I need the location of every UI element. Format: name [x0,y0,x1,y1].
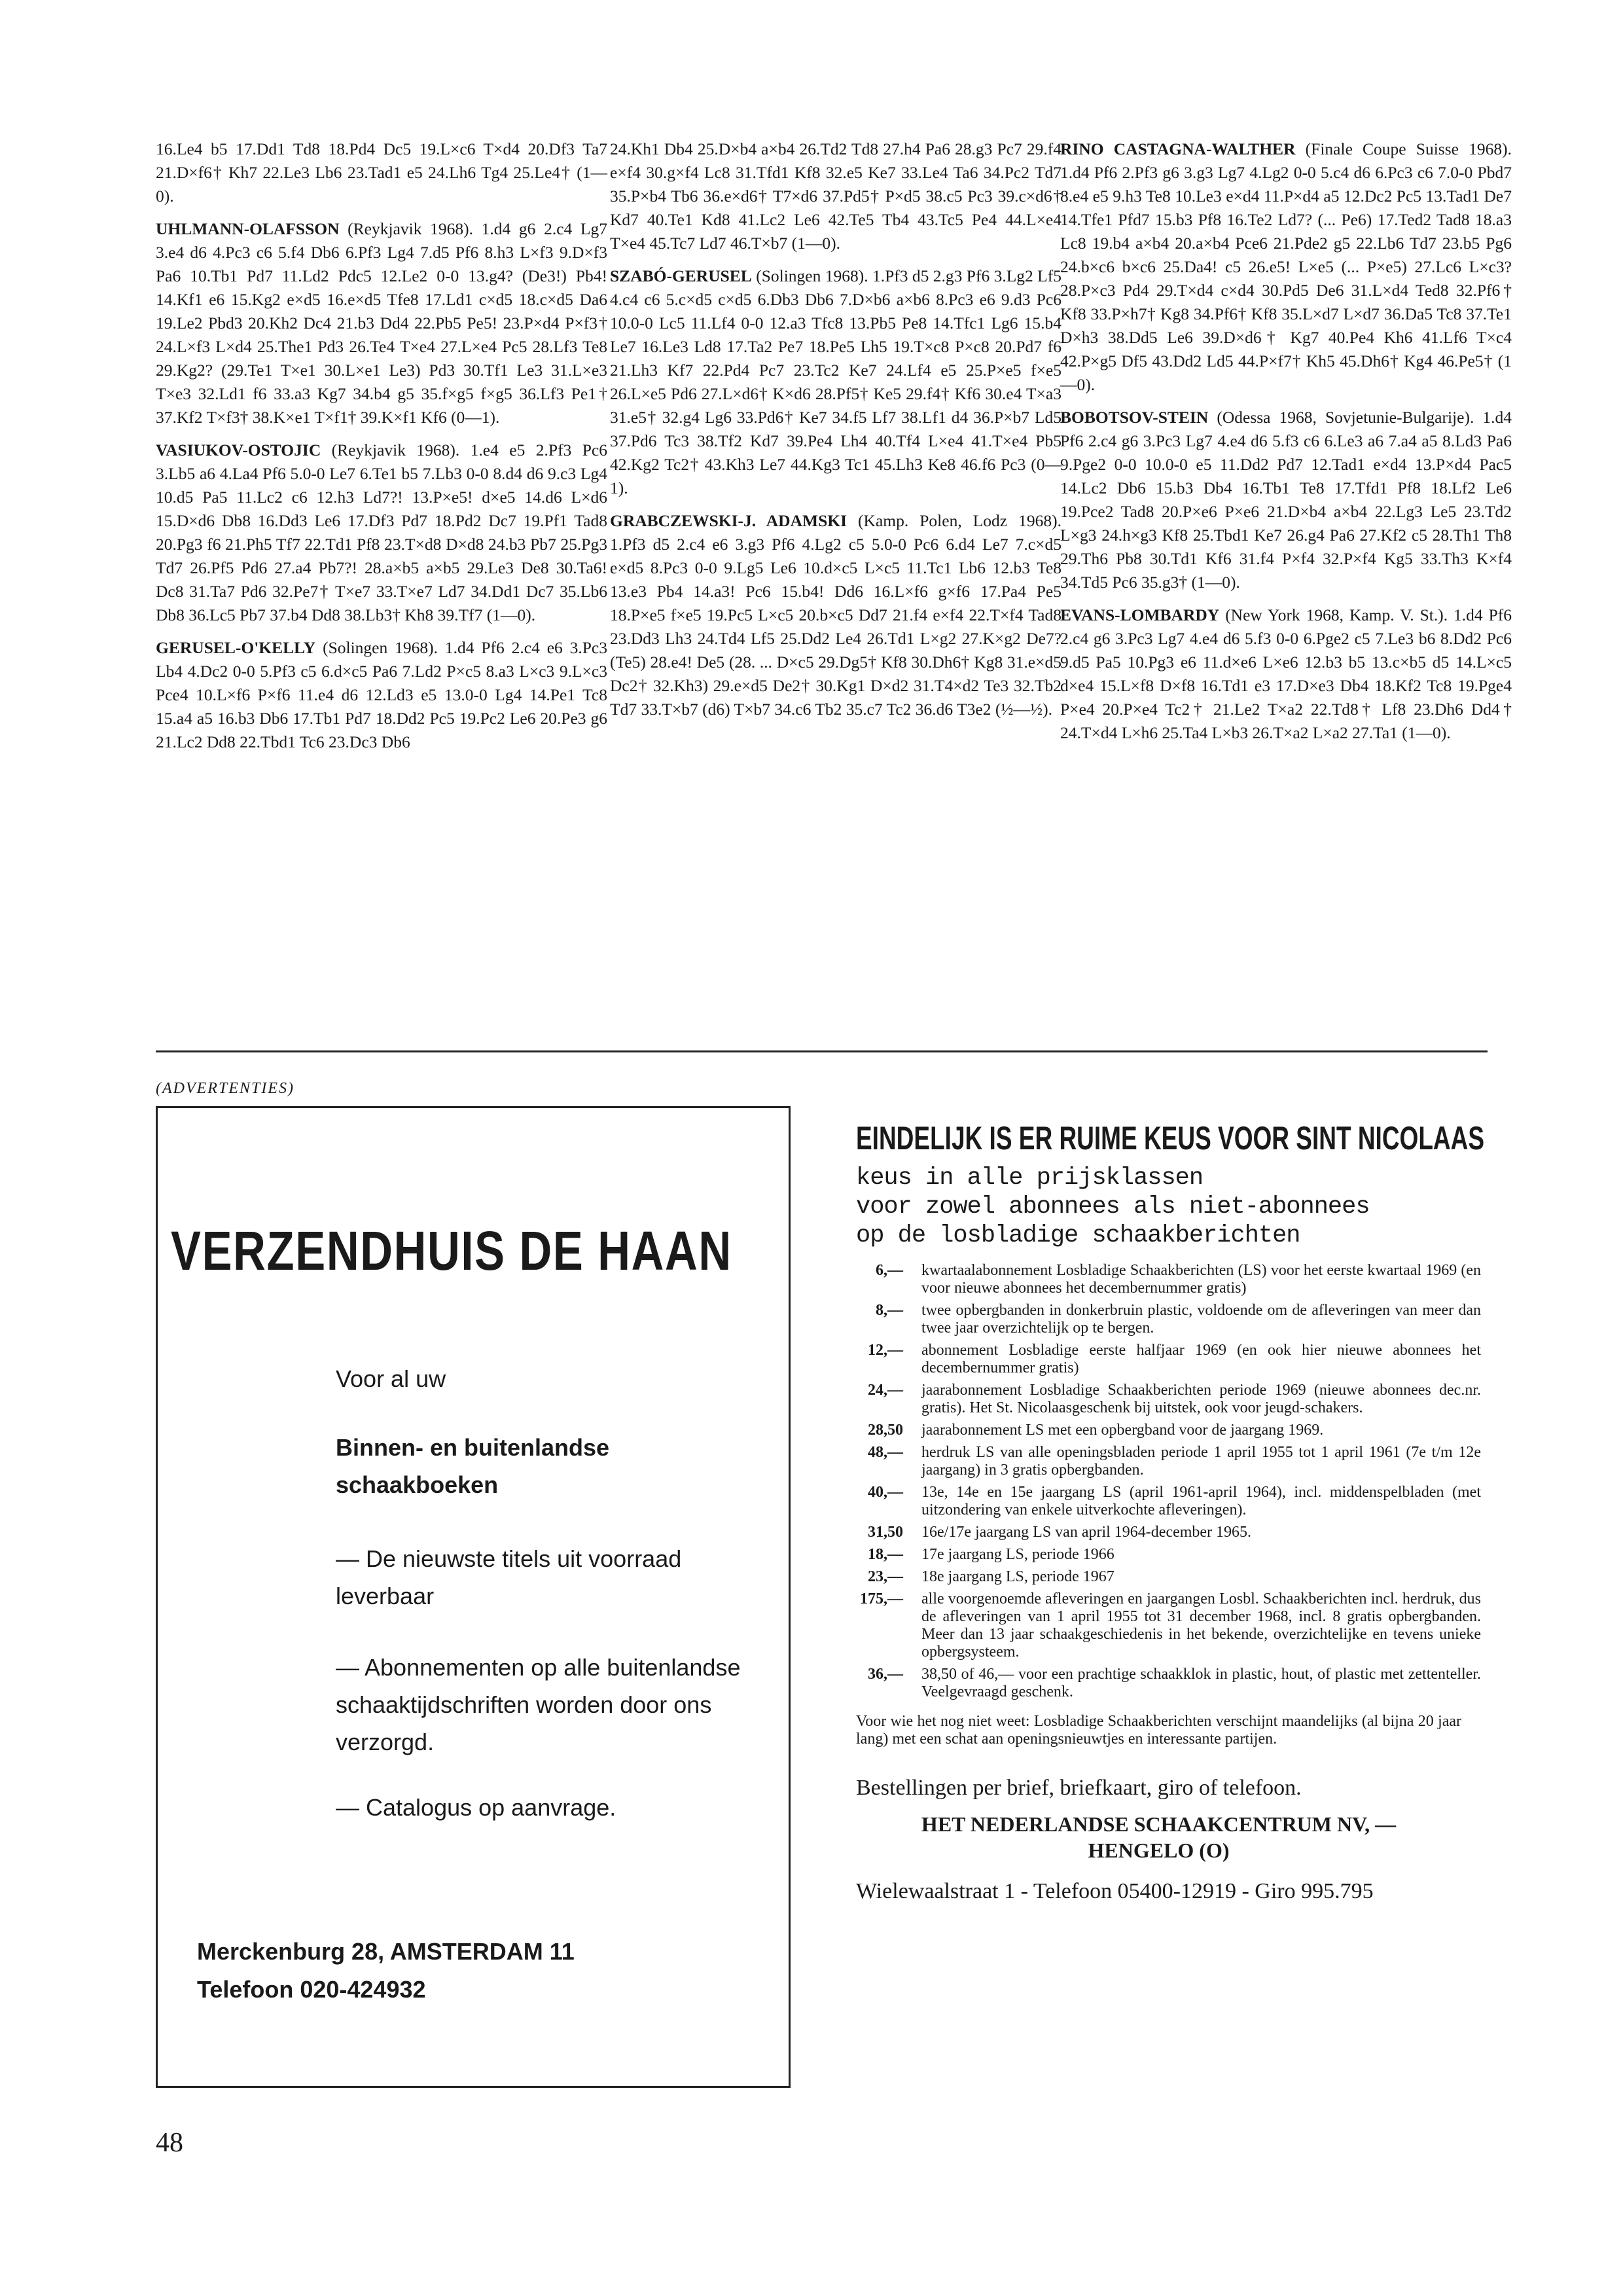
ad-note: Voor wie het nog niet weet: Losbladige Schaakberichten verschijnt maandelijks (al bijna 20 jaar lang) met een schat aan openingsnieuwtjes en interessante partijen. [856,1713,1461,1748]
price-amount: 175,— [860,1590,903,1607]
price-row [830,1262,1488,1297]
ad-phone: Telefoon 020-424932 [197,1976,426,2003]
ad-company-name: HET NEDERLANDSE SCHAAKCENTRUM NV, — [921,1812,1397,1836]
price-description: alle voorgenoemde afleveringen en jaargangen Losbl. Schaakberichten incl. herdruk, dus de afleveringen van 1 april 1955 tot 31 december 1968, incl. 8 gratis opbergbanden. Meer dan 13 jaar schaakgeschiedenis in het bekende, overzichtelijke en tevens unieke opbergsysteem. [921,1590,1481,1660]
price-row [830,1444,1488,1479]
price-row [830,1382,1488,1417]
ad-item-2: — Abonnementen op alle buitenlandse schaaktijdschriften worden door ons verzorgd. [336,1654,741,1755]
price-amount: 23,— [868,1568,903,1585]
ad-company-address: Wielewaalstraat 1 - Telefoon 05400-12919 - Giro 995.795 [856,1879,1374,1903]
game-entry: VASIUKOV-OSTOJIC (Reykjavik 1968). 1.e4 e5 2.Pf3 Pc6 3.Lb5 a6 4.La4 Pf6 5.0-0 Le7 6.Te1 b5 7.Lb3 0-0 8.d4 d6 9.c3 Lg4 10.d5 Pa5 11.Lc2 c6 12.h3 Ld7?! 13.P×e5! d×e5 14.d6 L×d6 15.D×d6 Db8 16.Dd3 Le6 17.Df3 Pd7 18.Pd2 Dc7 19.Pf1 Tad8 20.Pg3 f6 21.Ph5 Tf7 22.Td1 Pf8 23.T×d8 D×d8 24.b3 Pb7 25.Pg3 Td7 26.Pf5 Pd6 27.a4 Pb7?! 28.a×b5 a×b5 29.Le3 De8 30.Ta6! Dc8 31.Ta7 Pd6 32.Pe7† T×e7 33.T×e7 Ld7 34.Dd1 Dc7 35.Lb6 Db8 36.Lc5 Pb7 37.b4 Dd8 38.Lb3† Kh8 39.Tf7 (1—0). [156,440,608,624]
ad-item-1: — De nieuwste titels uit voorraad leverbaar [336,1545,682,1609]
price-description: abonnement Losbladige eerste halfjaar 1969 (en ook hier nieuwe abonnees het decembernummer gratis) [921,1342,1481,1376]
game-entry: GRABCZEWSKI-J. ADAMSKI (Kamp. Polen, Lodz 1968). 1.Pf3 d5 2.c4 e6 3.g3 Pf6 4.Lg2 c5 5.0-0 Pc6 6.d4 Le7 7.c×d5 e×d5 8.Pc3 0-0 9.Lg5 Le6 10.d×c5 L×c5 11.Tc1 Lb6 12.b3 Te8 13.e3 Pb4 14.a3! Pc6 15.b4! Dd6 16.L×f6 g×f6 17.Pa4 Pe5 18.P×e5 f×e5 19.Pc5 L×c5 20.b×c5 Dd7 21.f4 e×f4 22.T×f4 Tad8 23.Dd3 Lh3 24.Td4 Lf5 25.Dd2 Le4 26.Td1 L×g2 27.K×g2 De7? (Te5) 28.e4! De5 (28. ... D×c5 29.Dg5† Kf8 30.Dh6† Kg8 31.e×d5 Dc2† 32.Kh3) 29.e×d5 De2† 30.Kg1 D×d2 31.T4×d2 Te3 32.Tb2 Td7 33.T×b7 (d6) T×b7 34.c6 Tb2 35.c7 Tc2 36.d6 T3e2 (½—½). [610,511,1061,719]
game-entry: EVANS-LOMBARDY (New York 1968, Kamp. V. St.). 1.d4 Pf6 2.c4 g6 3.Pc3 Lg7 4.e4 d6 5.f3 0-0 6.Pge2 c5 7.Le3 b6 8.Dd2 Pc6 9.d5 Pa5 10.Pg3 e6 11.d×e6 L×e6 12.b3 b5 13.c×b5 d5 14.L×c5 d×e4 15.L×f8 D×f8 16.Td1 e3 17.D×e3 Db4 18.Kf2 Tc8 19.Pge4 P×e4 20.P×e4 Tc2† 21.Le2 T×a2 22.Td8† Lf8 23.Dh6 Dd4† 24.T×d4 L×h6 25.Ta4 L×b3 26.T×a2 L×a2 27.Ta1 (1—0). [1060,605,1512,742]
ad-verzendhuis-de-haan [156,1106,791,2088]
price-description: 13e, 14e en 15e jaargang LS (april 1961-april 1964), incl. middenspelbladen (met uitzondering van enkele uitverkochte afleveringen). [921,1484,1481,1518]
ad-title: VERZENDHUIS DE HAAN [171,1220,732,1282]
page-number: 48 [156,2128,183,2158]
ad-subline-1: keus in alle prijsklassen [856,1164,1204,1192]
price-row [830,1342,1488,1377]
ad-item-3: — Catalogus op aanvrage. [336,1794,616,1821]
price-row [830,1484,1488,1519]
price-description: 18e jaargang LS, periode 1967 [921,1568,1115,1585]
game-entry: UHLMANN-OLAFSSON (Reykjavik 1968). 1.d4 g6 2.c4 Lg7 3.e4 d6 4.Pc3 c6 5.f4 Db6 6.Pf3 Lg4 7.d5 Pf6 8.h3 L×f3 9.D×f3 Pa6 10.Tb1 Pd7 11.Ld2 Pdc5 12.Le2 0-0 13.g4? (De3!) Pb4! 14.Kf1 e6 15.Kg2 e×d5 16.e×d5 Tfe8 17.Ld1 c×d5 18.c×d5 Da6 19.Le2 Pbd3 20.Kh2 Dc4 21.b3 Dd4 22.Pb5 Pe5! 23.P×d4 P×f3† 24.L×f3 L×d4 25.The1 Pd3 26.Te4 T×e4 27.L×e4 Pc5 28.Lf3 Te8 29.Kg2? (29.Te1 T×e1 30.L×e1 Le3) Pd3 30.Tf1 Le3 31.L×e3 T×e3 32.Ld1 f6 33.a3 Kg7 34.b4 g5 35.f×g5 f×g5 36.Lf3 Pe1† 37.Kf2 T×f3† 38.K×e1 T×f1† 39.K×f1 Kf6 (0—1). [156,219,607,427]
games-column-3 [1060,137,1512,754]
ad-address: Merckenburg 28, AMSTERDAM 11 [197,1938,575,1965]
price-description: 17e jaargang LS, periode 1966 [921,1546,1115,1563]
games-column-2 [610,137,1061,730]
price-amount: 28,50 [868,1422,903,1439]
price-description: 38,50 of 46,— voor een prachtige schaakklok in plastic, hout, of plastic met zettenteller. Veelgevraagd geschenk. [921,1666,1481,1700]
ad-headline: EINDELIJK IS ER RUIME KEUS VOOR SINT NICOLAAS [856,1120,1485,1157]
ad-subline-3: op de losbladige schaakberichten [856,1222,1300,1249]
advertenties-label: (ADVERTENTIES) [156,1080,294,1097]
game-entry: GERUSEL-O'KELLY (Solingen 1968). 1.d4 Pf6 2.c4 e6 3.Pc3 Lb4 4.Dc2 0-0 5.Pf3 c5 6.d×c5 Pa6 7.Ld2 P×c5 8.a3 L×c3 9.L×c3 Pce4 10.L×f6 P×f6 11.e4 d6 12.Ld3 e5 13.0-0 Lg4 14.Pe1 Tc8 15.a4 a5 16.b3 Db6 17.Tb1 Pd7 18.Dd2 Pc5 19.Pc2 Le6 20.Pe3 g6 21.Lc2 Dd8 22.Tbd1 Tc6 23.Dc3 Db6 [156,638,608,751]
price-amount: 24,— [868,1382,903,1399]
games-column-1 [156,137,607,763]
game-entry: BOBOTSOV-STEIN (Odessa 1968, Sovjetunie-Bulgarije). 1.d4 Pf6 2.c4 g6 3.Pc3 Lg7 4.e4 d6 5.f3 c6 6.Le3 a6 7.a4 a5 8.Ld3 Pa6 9.Pge2 0-0 10.0-0 e5 11.Dd2 Pd7 12.Tad1 e×d4 13.P×d4 Pac5 14.Lc2 Db6 15.b3 Db4 16.Tb1 Te8 17.Tfd1 Pf8 18.Lf2 Le6 19.Pce2 Tad8 20.P×e6 P×e6 21.D×b4 a×b4 22.Lg3 Le5 23.Td2 L×g3 24.h×g3 Kf8 25.Tbd1 Ke7 26.g4 Pa6 27.Kf2 c5 28.Th1 Th8 29.Th6 Pb8 30.Td1 Kf6 31.f4 P×f4 32.P×f4 Kg5 33.Th3 K×f4 34.Td5 Pc6 35.g3† (1—0). [1060,408,1512,592]
price-description: 16e/17e jaargang LS van april 1964-december 1965. [921,1524,1252,1541]
price-row [830,1546,1488,1564]
price-list [830,1262,1488,1701]
ad-schaakcentrum [830,1119,1488,1904]
game-entry: 16.Le4 b5 17.Dd1 Td8 18.Pd4 Dc5 19.L×c6 T×d4 20.Df3 Ta7 21.D×f6† Kh7 22.Le3 Lb6 23.Tad1 e5 24.Lh6 Tg4 25.Le4† (1—0). [156,139,607,206]
game-entry: SZABÓ-GERUSEL (Solingen 1968). 1.Pf3 d5 2.g3 Pf6 3.Lg2 Lf5 4.c4 c6 5.c×d5 c×d5 6.Db3 Db6 7.D×b6 a×b6 8.Pc3 e6 9.d3 Pc6 10.0-0 Lc5 11.Lf4 0-0 12.a3 Tfc8 13.Pb5 Pe8 14.Tfc1 Lg6 15.b4 Le7 16.Le3 Ld8 17.Ta2 Pe7 18.Pe5 Lh5 19.T×c8 P×c8 20.Pd7 f6 21.Lh3 Kf7 22.Pd4 Pc7 23.Tc2 Ke7 24.Lf4 e5 25.P×e5 f×e5 26.L×e5 Pd6 27.L×d6† K×d6 28.Pf5† Ke5 29.f4† Kf6 30.e4 T×a3 31.e5† 32.g4 Lg6 33.Pd6† Ke7 34.f5 Lf7 38.Lf1 d4 36.P×b7 Ld5 37.Pd6 Tc3 38.Tf2 Kd7 39.Pe4 Lh4 40.Tf4 L×e4 41.T×e4 Pb5 42.Kg2 Tc2† 43.Kh3 Le7 44.Kg3 Tc1 45.Lh3 Ke8 46.f6 Pc3 (0—1). [610,266,1061,497]
price-amount: 36,— [868,1666,903,1683]
price-amount: 40,— [868,1484,903,1501]
ad-company-city: HENGELO (O) [1088,1839,1230,1862]
price-row [830,1524,1488,1541]
price-amount: 48,— [868,1444,903,1461]
section-divider [156,1050,1488,1052]
game-entry: 24.Kh1 Db4 25.D×b4 a×b4 26.Td2 Td8 27.h4 Pa6 28.g3 Pc7 29.f4 e×f4 30.g×f4 Lc8 31.Tfd1 Kf8 32.e5 Ke7 33.Le4 Ta6 34.Pc2 Td7 35.P×b4 Tb6 36.e×d6† T7×d6 37.Pd5† P×d5 38.c5 Pc3 39.c×d6† Kd7 40.Te1 Kd8 41.Lc2 Le6 42.Te5 Tb4 43.Tc5 Pe4 44.L×e4 T×e4 45.Tc7 Ld7 46.T×b7 (1—0). [610,139,1061,253]
price-description: kwartaalabonnement Losbladige Schaakberichten (LS) voor het eerste kwartaal 1969 (en voor nieuwe abonnees het decembernummer gratis) [921,1262,1481,1297]
price-description: herdruk LS van alle openingsbladen periode 1 april 1955 tot 1 april 1961 (7e t/m 12e jaargang) in 3 gratis opbergbanden. [921,1444,1481,1479]
price-row [830,1568,1488,1586]
price-amount: 12,— [868,1342,903,1359]
price-row [830,1302,1488,1337]
ad-subline-2: voor zowel abonnees als niet-abonnees [856,1193,1370,1221]
price-amount: 18,— [868,1546,903,1563]
price-amount: 8,— [876,1302,903,1319]
ad-subject: Binnen- en buitenlandse schaakboeken [336,1434,610,1498]
price-row [830,1666,1488,1701]
game-entry: RINO CASTAGNA-WALTHER (Finale Coupe Suisse 1968). 1.d4 Pf6 2.Pf3 g6 3.g3 Lg7 4.Lg2 0-0 5.c4 d6 6.Pc3 c6 7.0-0 Pbd7 8.e4 e5 9.h3 Te8 10.Le3 e×d4 11.P×d4 a5 12.Dc2 Pc5 13.Tad1 De7 14.Tfe1 Pfd7 15.b3 Pf8 16.Te2 Ld7? (... Pe6) 17.Ted2 Tad8 18.a3 Lc8 19.b4 a×b4 20.a×b4 Pce6 21.Pde2 g5 22.Lb6 Td7 23.b5 Pg6 24.b×c6 b×c6 25.Da4! c5 26.e5! L×e5 (... P×e5) 27.Lc6 L×c3? 28.P×c3 Pd4 29.T×d4 c×d4 30.Pd5 De6 31.L×d4 Ted8 32.Pf6† Kf8 33.P×h7† Kg8 34.Pf6† Kf8 35.L×d7 L×d7 36.Da5 Tc8 37.Te1 D×h3 38.Dd5 Le6 39.D×d6† Kg7 40.Pe4 Kh6 41.Lf6 T×c4 42.P×g5 Df5 43.Dd2 Ld5 44.P×f7† Kh5 45.Dh6† Kg4 46.Pe5† (1—0). [1060,139,1512,394]
price-amount: 6,— [876,1262,903,1279]
price-row [830,1590,1488,1661]
price-description: jaarabonnement Losbladige Schaakberichten periode 1969 (nieuwe abonnees dec.nr. gratis). Het St. Nicolaasgeschenk bij uitstek, ook voor jeugd-schakers. [921,1382,1481,1416]
ad-intro: Voor al uw [336,1365,446,1392]
ad-order-info: Bestellingen per brief, briefkaart, giro of telefoon. [856,1776,1302,1800]
price-description: twee opbergbanden in donkerbruin plastic, voldoende om de afleveringen van meer dan twee jaar overzichtelijk op te bergen. [921,1302,1481,1336]
price-row [830,1422,1488,1439]
price-amount: 31,50 [868,1524,903,1541]
price-description: jaarabonnement LS met een opbergband voor de jaargang 1969. [921,1422,1324,1439]
